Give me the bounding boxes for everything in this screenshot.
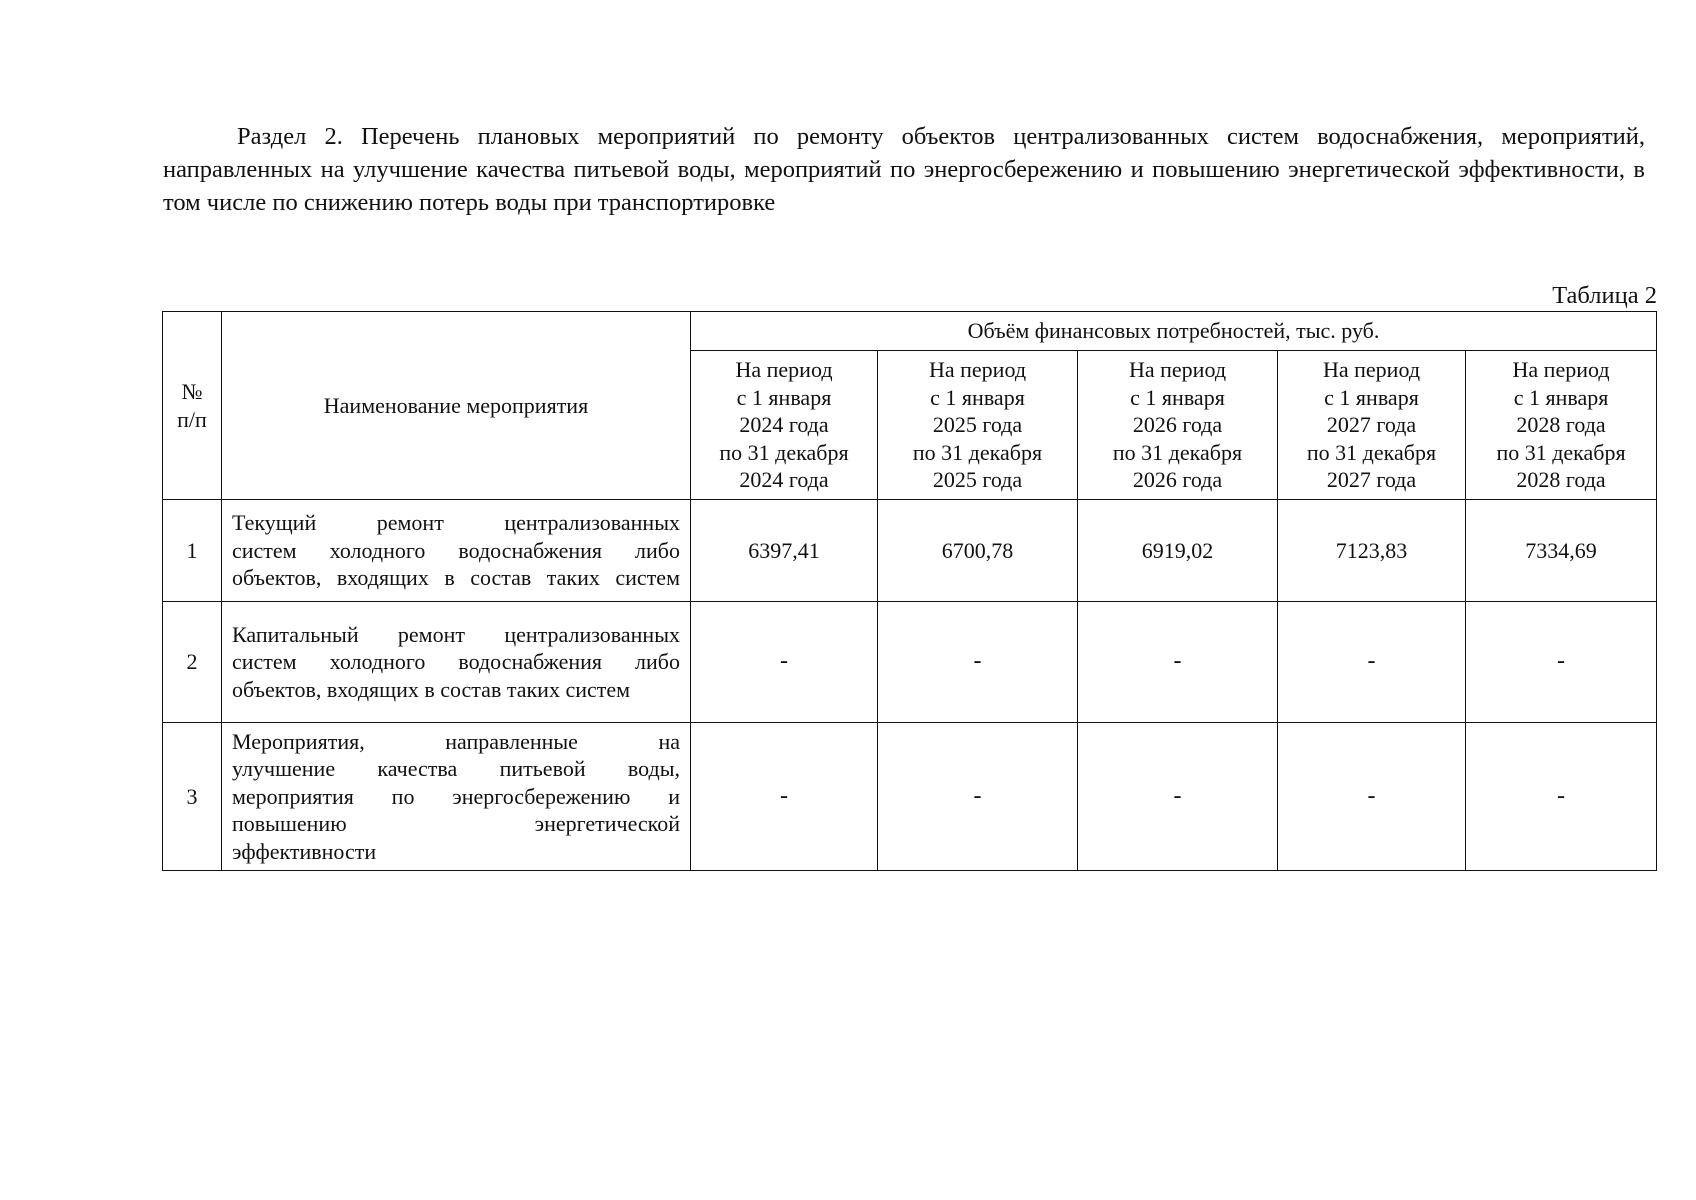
row-value-2028: - (1466, 723, 1657, 871)
row-value-2025: - (878, 602, 1078, 723)
row-name-line: Мероприятия, направленные на (232, 728, 680, 754)
row-value-2027: - (1278, 723, 1466, 871)
period-line: На период (1512, 357, 1610, 383)
header-period-2026 (1078, 351, 1278, 500)
period-line: 2025 года (932, 412, 1023, 438)
period-line: по 31 декабря (1496, 439, 1626, 465)
period-line: 2024 года (739, 412, 829, 438)
row-name-line: эффективности (232, 838, 377, 864)
row-value-2027: 7123,83 (1278, 500, 1466, 602)
period-line: 2024 года (739, 467, 829, 493)
period-line: с 1 января (1130, 384, 1225, 410)
period-line: На период (1128, 357, 1227, 383)
header-period-2024 (691, 351, 878, 500)
row-name-line: объектов, входящих в состав таких систем (232, 565, 680, 591)
header-period-2025 (878, 351, 1078, 500)
period-line: с 1 января (1513, 384, 1609, 410)
row-value-2024: - (691, 723, 878, 871)
row-name-line: повышению энергетической (232, 811, 680, 837)
row-value-2027: - (1278, 602, 1466, 723)
row-name-line: Текущий ремонт централизованных (232, 510, 680, 536)
period-line: На период (735, 357, 833, 383)
row-value-2028: 7334,69 (1466, 500, 1657, 602)
row-name (222, 723, 691, 871)
table-caption: Таблица 2 (1552, 282, 1657, 309)
row-value-2026: 6919,02 (1078, 500, 1278, 602)
row-value-2026: - (1078, 602, 1278, 723)
row-value-2024: - (691, 602, 878, 723)
period-line: с 1 января (1324, 384, 1419, 410)
period-line: 2025 года (932, 467, 1023, 493)
row-value-2025: - (878, 723, 1078, 871)
period-line: 2028 года (1516, 467, 1606, 493)
row-name (222, 500, 691, 602)
header-period-2027 (1278, 351, 1466, 500)
period-line: 2028 года (1516, 412, 1606, 438)
header-name: Наименование мероприятия (222, 312, 691, 500)
period-line: с 1 января (736, 384, 832, 410)
row-name-line: систем холодного водоснабжения либо (232, 649, 680, 675)
row-value-2024: 6397,41 (691, 500, 878, 602)
row-name-line: мероприятия по энергосбережению и (232, 783, 680, 809)
period-line: по 31 декабря (719, 439, 849, 465)
row-value-2028: - (1466, 602, 1657, 723)
table-row (163, 500, 1657, 602)
row-name-line: объектов, входящих в состав таких систем (232, 676, 631, 702)
header-financial: Объём финансовых потребностей, тыс. руб. (691, 312, 1657, 351)
period-line: по 31 декабря (1306, 439, 1437, 465)
period-line: 2026 года (1132, 412, 1223, 438)
period-line: На период (1322, 357, 1421, 383)
row-number: 2 (163, 602, 222, 723)
row-name-line: улучшение качества питьевой воды, (232, 756, 680, 782)
period-line: по 31 декабря (912, 439, 1043, 465)
row-number: 3 (163, 723, 222, 871)
row-name-line: Капитальный ремонт централизованных (232, 621, 680, 647)
period-line: 2027 года (1326, 467, 1417, 493)
table-row (163, 602, 1657, 723)
table-header-row (163, 312, 1657, 351)
row-name (222, 602, 691, 723)
header-period-2028 (1466, 351, 1657, 500)
section-title: Раздел 2. Перечень плановых мероприятий по ремонту объектов централизованных систем водоснабжения, мероприятий, направленных на улучшение качества питьевой воды, мероприятий по энергосбережению и повышению энергетической эффективности, в том числе по снижению потерь воды при транспортировке (163, 123, 1645, 216)
period-line: по 31 декабря (1112, 439, 1243, 465)
row-name-line: систем холодного водоснабжения либо (232, 537, 680, 563)
header-number: № п/п (163, 312, 222, 500)
row-number: 1 (163, 500, 222, 602)
financial-plan-table (162, 311, 1657, 871)
row-value-2026: - (1078, 723, 1278, 871)
period-line: 2027 года (1326, 412, 1417, 438)
row-value-2025: 6700,78 (878, 500, 1078, 602)
period-line: 2026 года (1132, 467, 1223, 493)
table-row (163, 723, 1657, 871)
period-line: На период (928, 357, 1027, 383)
period-line: с 1 января (930, 384, 1025, 410)
